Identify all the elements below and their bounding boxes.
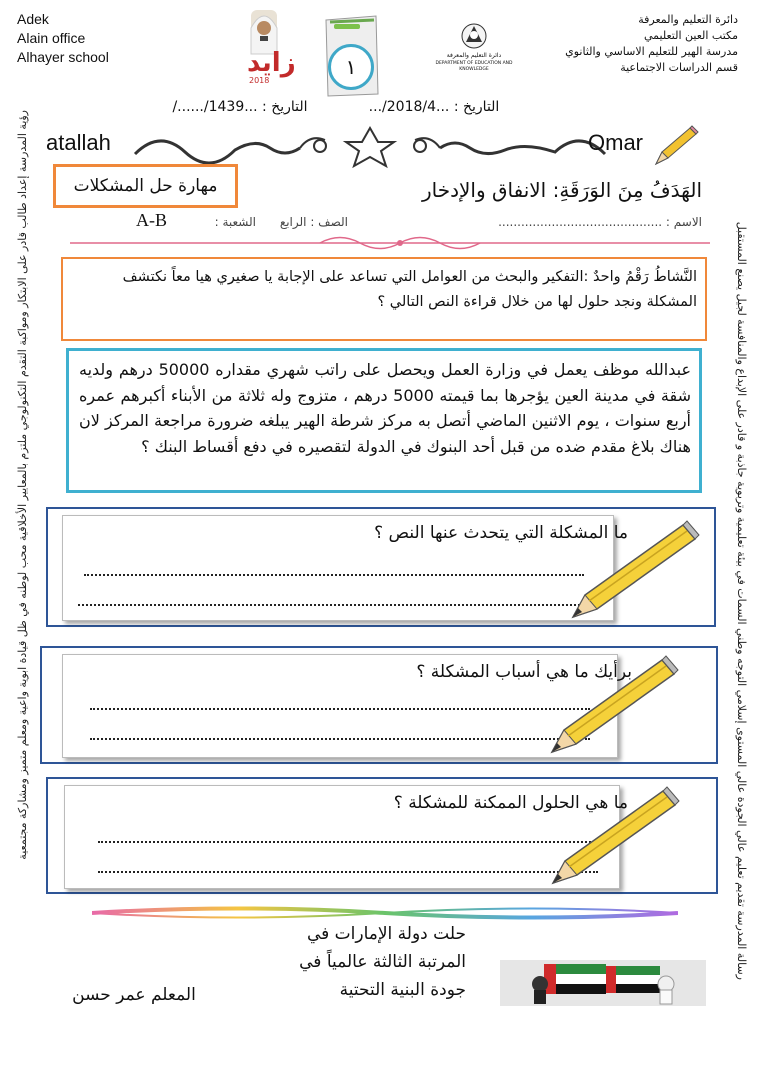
answer-line-2a[interactable] [90, 708, 590, 710]
objective-title: الهَدَفُ مِنَ الوَرَقَةِ: الانفاق والإدخار [421, 178, 702, 202]
story-box [66, 348, 702, 493]
answer-line-3b[interactable] [98, 871, 598, 873]
zayed-logo-year: 2018 [249, 76, 270, 85]
uae-flag-illustration [500, 960, 706, 1006]
question-text-1: ما المشكلة التي يتحدث عنها النص ؟ [374, 523, 628, 543]
answer-line-1b[interactable] [78, 604, 588, 606]
date-hijri: التاريخ : ...1439/....../ [172, 99, 308, 115]
header-left-line: Alhayer school [17, 49, 109, 65]
header-left-line: Alain office [17, 30, 86, 46]
skill-label-box: مهارة حل المشكلات [53, 164, 238, 208]
fact-line: جودة البنية التحتية [339, 980, 466, 1000]
header-right-line: مدرسة الهير للتعليم الاساسي والثانوي [565, 45, 738, 58]
teacher-name: المعلم عمر حسن [72, 985, 196, 1005]
pencil-icon [542, 652, 682, 760]
header-right-block [488, 12, 738, 76]
header-right-line: دائرة التعليم والمعرفة [638, 13, 738, 26]
question-frame-2 [40, 646, 718, 764]
student-section-label: الشعبة : [214, 215, 256, 229]
student-section-value: A-B [136, 210, 167, 230]
date-gregorian: التاريخ : ...2018/4/... [368, 99, 500, 115]
fact-block [240, 920, 466, 1004]
header-right-line: قسم الدراسات الاجتماعية [620, 61, 738, 74]
pencil-icon [650, 124, 700, 170]
header-right-line: مكتب العين التعليمي [643, 29, 738, 42]
activity-box [61, 257, 707, 341]
zayed-logo-text: زايد [247, 48, 296, 78]
question-frame-1 [46, 507, 716, 627]
pink-divider-icon [70, 232, 710, 254]
question-text-3: ما هي الحلول الممكنة للمشكلة ؟ [393, 793, 628, 813]
emblem-icon [434, 22, 514, 52]
fact-line: المرتبة الثالثة عالمياً في [299, 952, 466, 972]
page-number: ١ [328, 44, 374, 90]
fact-line: حلت دولة الإمارات في [306, 924, 466, 944]
school-mission-side-text: رسالة المدرسة تقديم تعليم عالي الجودة عالي المستوى إسلامي التوجه وطني السمات في بيئة تعليمية وتربوية جاذبة و قادر على الإبداع والمنافسة لجيل يصنع المستقبل [735, 221, 748, 980]
banner-name-right: Omar [588, 130, 643, 155]
zayed-year-logo [243, 8, 296, 88]
page-number-badge [320, 14, 382, 98]
pencil-icon [543, 783, 683, 891]
school-vision-side-text: رؤية المدرسة إعداد طالب قادر على الابتكار ومواكبة التقدم التكنولوجي ملتزم بالمعايير الأخلاقية محب لوطنه في ظل قيادة ابوية واعية ومعلم متميز ومشاركة مجتمعية [16, 110, 29, 860]
story-text: عبدالله موظف يعمل في وزارة العمل ويحصل على راتب شهري مقداره 50000 درهم ولديه شقة في مدينة العين يؤجرها بما قيمته 5000 درهم ، متزوج وله ثلاثة من الأبناء أكبرهم عمره أربع سنوات ، يوم الاثنين الماضي أتصل به مركز شرطة الهير يبلغه ضرورة مراجعة المركز لان هناك بلاغ مقدم ضده من قبل أحد البنوك في الدولة لتقصيره في دفع أقساط البنك ؟ [79, 360, 692, 456]
header-left-block [17, 10, 109, 67]
header-left-line: Adek [17, 11, 49, 27]
answer-line-3a[interactable] [98, 841, 598, 843]
activity-text: النَّشاطُ رَقْمُ واحدٌ :التفكير والبحث من العوامل التي تساعد على الإجابة يا صغيري هيا معاً نكتشف المشكلة ونجد حلول لها من خلال قراءة النص التالي ؟ [122, 269, 697, 310]
student-name-field[interactable]: الاسم : ........................................... [498, 215, 702, 229]
dept-logo-caption-ar: دائرة التعليم والمعرفة [446, 52, 502, 59]
question-frame-3 [46, 777, 718, 894]
question-text-2: برأيك ما هي أسباب المشكلة ؟ [416, 662, 632, 682]
banner-name-left: atallah [46, 130, 111, 155]
student-grade: الصف : الرابع [279, 215, 348, 229]
dept-logo-caption-en: DEPARTMENT OF EDUCATION AND KNOWLEDGE [435, 61, 513, 72]
pencil-icon [563, 517, 703, 625]
flag-icon [500, 960, 706, 1006]
answer-line-1a[interactable] [84, 574, 584, 576]
department-logo [434, 22, 514, 80]
answer-line-2b[interactable] [90, 738, 590, 740]
